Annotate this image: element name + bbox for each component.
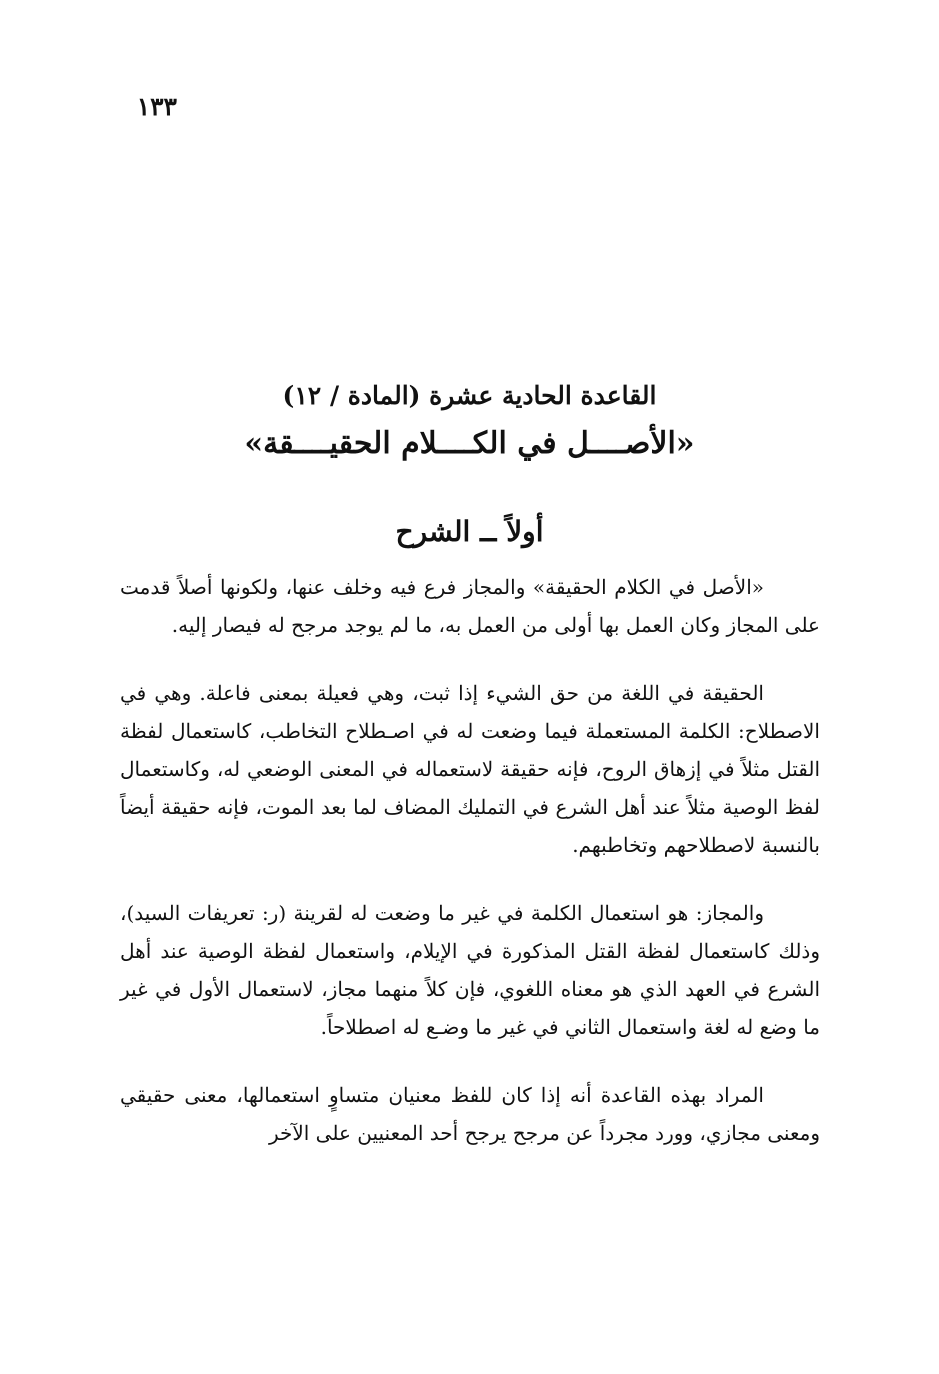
rule-subtitle: «الأصــــل في الكــــلام الحقيــــقة»	[244, 426, 695, 461]
page-number: ١٣٣	[136, 92, 177, 121]
paragraph-majaz-definition: والمجاز: هو استعمال الكلمة في غير ما وضعت له لقرينة (ر: تعريفات السيد)، وذلك كاستعمال لفظة القتل المذكورة في الإيلام، واستعمال لفظة الوصية عند أهل الشرع في العهد الذي هو معناه اللغوي، فإن كلاً منهما مجاز، لاستعمال الأول في غير ما وضع له لغة واستعمال الثاني في غير ما وضـع له اصطلاحاً.	[120, 901, 820, 1039]
section-heading: أولاً ــ الشرح	[395, 515, 544, 548]
body-text	[120, 568, 820, 1152]
paragraph-rule-meaning: المراد بهذه القاعدة أنه إذا كان للفظ معنيان متساوٍ استعمالها، معنى حقيقي ومعنى مجازي، وورد مجرداً عن مرجح يرجح أحد المعنيين على الآخر	[120, 1083, 820, 1145]
rule-title: القاعدة الحادية عشرة (المادة / ١٢)	[282, 381, 657, 410]
rule-title-block	[120, 376, 819, 470]
paragraph-haqiqa-definition: الحقيقة في اللغة من حق الشيء إذا ثبت، وهي فعيلة بمعنى فاعلة. وهي في الاصطلاح: الكلمة المستعملة فيما وضعت له في اصـطلاح التخاطب، كاستعمال لفظة القتل مثلاً في إزهاق الروح، فإنه حقيقة لاستعماله في المعنى الوضعي له، وكاستعمال لفظ الوصية مثلاً عند أهل الشرع في التمليك المضاف لما بعد الموت، فإنه حقيقة أيضاً بالنسبة لاصطلاحهم وتخاطبهم.	[120, 681, 820, 857]
paragraph-intro: «الأصل في الكلام الحقيقة» والمجاز فرع فيه وخلف عنها، ولكونها أصلاً قدمت على المجاز وكان العمل بها أولى من العمل به، ما لم يوجد مرجح له فيصار إليه.	[120, 575, 820, 637]
